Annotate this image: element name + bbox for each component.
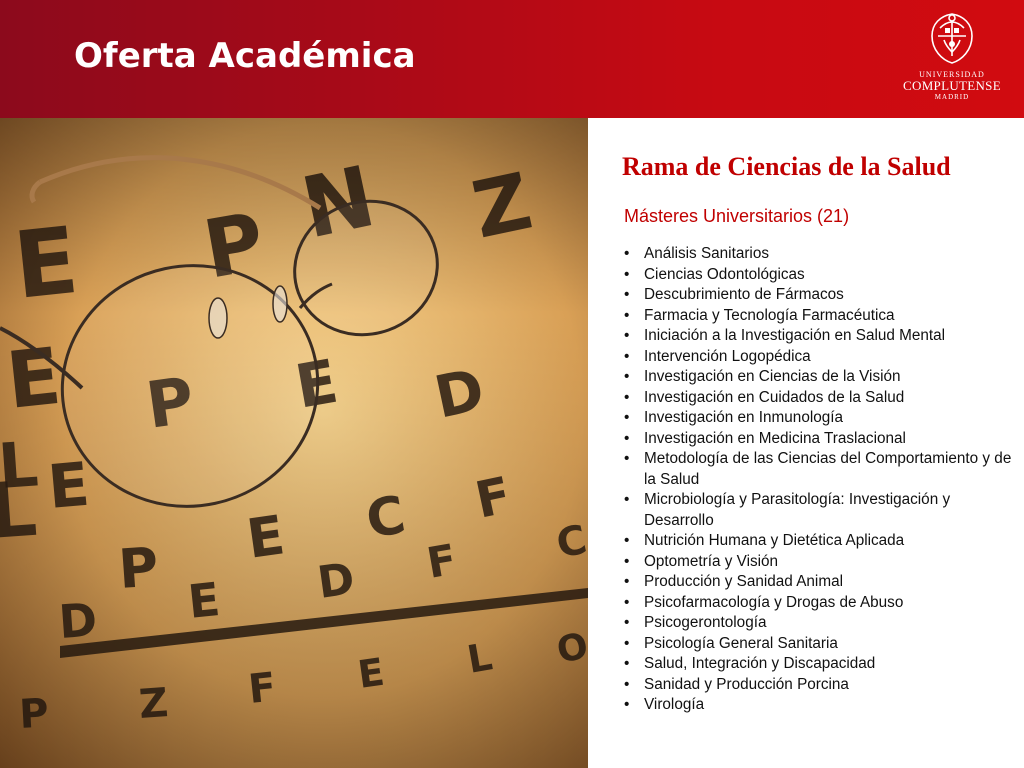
program-list [622, 244, 1012, 716]
program-list-item: • Psicología General Sanitaria [622, 634, 1012, 655]
content-panel [622, 150, 1012, 716]
program-list-item: • Ciencias Odontológicas [622, 265, 1012, 286]
program-list-item: • Sanidad y Producción Porcina [622, 675, 1012, 696]
program-list-item: • Investigación en Inmunología [622, 408, 1012, 429]
page-title: Oferta Académica [74, 36, 416, 76]
program-list-item: • Salud, Integración y Discapacidad [622, 654, 1012, 675]
program-list-item: • Iniciación a la Investigación en Salud Mental [622, 326, 1012, 347]
logo-text-top: UNIVERSIDAD [919, 70, 985, 79]
header-banner [0, 0, 1024, 118]
program-list-item: • Virología [622, 695, 1012, 716]
program-list-item: • Investigación en Ciencias de la Visión [622, 367, 1012, 388]
program-list-item: • Descubrimiento de Fármacos [622, 285, 1012, 306]
branch-title: Rama de Ciencias de la Salud [622, 152, 951, 181]
program-list-item: • Investigación en Medicina Traslacional [622, 429, 1012, 450]
program-list-item: • Optometría y Visión [622, 552, 1012, 573]
logo-text-bottom: MADRID [934, 93, 970, 101]
eye-chart-photo [0, 118, 588, 768]
program-list-item: • Producción y Sanidad Animal [622, 572, 1012, 593]
program-list-item: • Nutrición Humana y Dietética Aplicada [622, 531, 1012, 552]
university-crest-icon [926, 10, 978, 66]
program-list-item: • Intervención Logopédica [622, 347, 1012, 368]
program-list-item: • Investigación en Cuidados de la Salud [622, 388, 1012, 409]
masters-subtitle: Másteres Universitarios (21) [624, 206, 850, 226]
program-list-item: • Psicofarmacología y Drogas de Abuso [622, 593, 1012, 614]
program-list-item: • Metodología de las Ciencias del Comportamiento y de la Salud [622, 449, 1012, 490]
program-list-item: • Análisis Sanitarios [622, 244, 1012, 265]
program-list-item: • Farmacia y Tecnología Farmacéutica [622, 306, 1012, 327]
program-list-item: • Microbiología y Parasitología: Investigación y Desarrollo [622, 490, 1012, 531]
logo-text-main: COMPLUTENSE [903, 78, 1001, 93]
program-list-item: • Psicogerontología [622, 613, 1012, 634]
university-logo [896, 10, 1008, 110]
